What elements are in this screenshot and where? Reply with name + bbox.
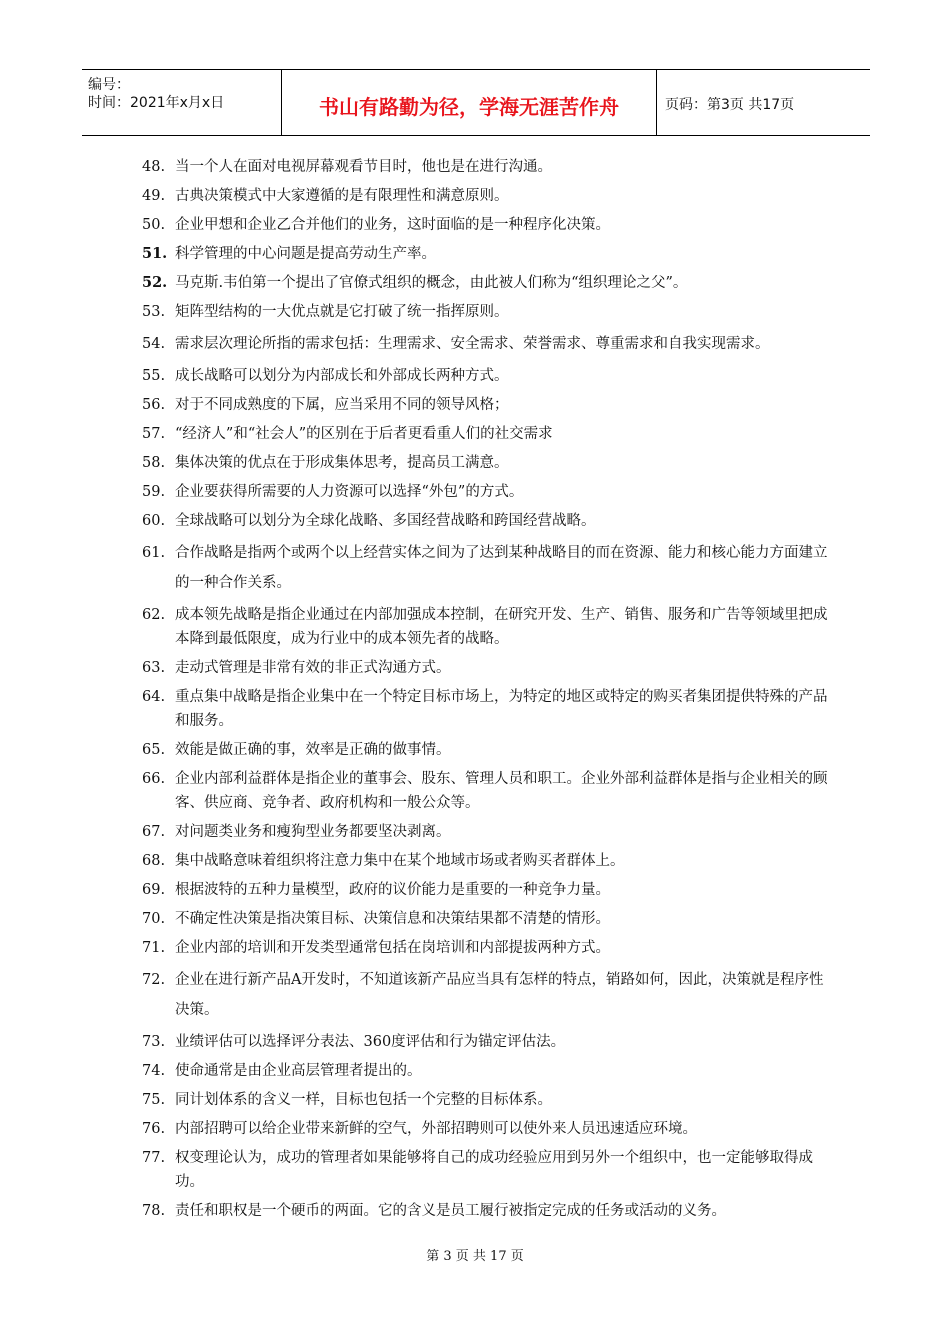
list-item: [142, 538, 832, 598]
item-text: 效能是做正确的事，效率是正确的做事情。: [175, 742, 451, 758]
list-item: [142, 849, 832, 873]
item-number: 75.: [142, 1092, 166, 1108]
item-text: 对于不同成熟度的下属，应当采用不同的领导风格；: [175, 397, 509, 413]
list-item: [142, 1199, 832, 1223]
list-item: [142, 1059, 832, 1083]
item-text: 企业甲想和企业乙合并他们的业务，这时面临的是一种程序化决策。: [175, 217, 610, 233]
item-text: 科学管理的中心问题是提高劳动生产率。: [175, 246, 436, 262]
item-text: 根据波特的五种力量模型，政府的议价能力是重要的一种竞争力量。: [175, 882, 610, 898]
header-motto: 书山有路勤为径，学海无涯苦作舟: [282, 70, 657, 135]
list-item: [142, 509, 832, 533]
item-number: 64.: [142, 689, 166, 705]
list-item: [142, 451, 832, 475]
list-item: [142, 364, 832, 388]
item-number: 54.: [142, 336, 166, 352]
item-number: 49.: [142, 188, 166, 204]
item-number: 56.: [142, 397, 166, 413]
item-number: 63.: [142, 660, 166, 676]
list-item: [142, 1117, 832, 1141]
item-number: 67.: [142, 824, 166, 840]
item-number: 51.: [142, 245, 168, 262]
item-text: “经济人”和“社会人”的区别在于后者更看重人们的社交需求: [175, 426, 553, 442]
item-number: 68.: [142, 853, 166, 869]
item-number: 71.: [142, 940, 166, 956]
item-text: 业绩评估可以选择评分表法、360度评估和行为锚定评估法。: [175, 1034, 566, 1050]
item-number: 78.: [142, 1203, 166, 1219]
item-number: 60.: [142, 513, 166, 529]
question-list: [142, 155, 832, 1228]
item-text: 成长战略可以划分为内部成长和外部成长两种方式。: [175, 368, 509, 384]
list-item: [142, 1146, 832, 1194]
item-text: 全球战略可以划分为全球化战略、多国经营战略和跨国经营战略。: [175, 513, 596, 529]
item-number: 58.: [142, 455, 166, 471]
item-text: 使命通常是由企业高层管理者提出的。: [175, 1063, 422, 1079]
item-number: 70.: [142, 911, 166, 927]
item-number: 72.: [142, 972, 166, 988]
list-item: [142, 271, 832, 295]
list-item: [142, 878, 832, 902]
list-item: [142, 393, 832, 417]
item-text: 当一个人在面对电视屏幕观看节目时，他也是在进行沟通。: [175, 159, 552, 175]
list-item: [142, 300, 832, 324]
list-item: [142, 685, 832, 733]
item-text: 企业在进行新产品A开发时，不知道该新产品应当具有怎样的特点，销路如何，因此，决策就是程序性决策。: [175, 972, 824, 1018]
item-text: 责任和职权是一个硬币的两面。它的含义是员工履行被指定完成的任务或活动的义务。: [175, 1203, 726, 1219]
page-footer: 第 3 页 共 17 页: [426, 1249, 524, 1264]
item-text: 不确定性决策是指决策目标、决策信息和决策结果都不清楚的情形。: [175, 911, 610, 927]
item-text: 需求层次理论所指的需求包括：生理需求、安全需求、荣誉需求、尊重需求和自我实现需求。: [175, 336, 770, 352]
item-text: 重点集中战略是指企业集中在一个特定目标市场上，为特定的地区或特定的购买者集团提供特殊的产品和服务。: [175, 689, 828, 729]
list-item: [142, 242, 832, 266]
list-item: [142, 767, 832, 815]
item-number: 74.: [142, 1063, 166, 1079]
item-text: 内部招聘可以给企业带来新鲜的空气，外部招聘则可以使外来人员迅速适应环境。: [175, 1121, 697, 1137]
item-text: 企业内部利益群体是指企业的董事会、股东、管理人员和职工。企业外部利益群体是指与企业相关的顾客、供应商、竞争者、政府机构和一般公众等。: [175, 771, 828, 811]
item-number: 69.: [142, 882, 166, 898]
item-number: 48.: [142, 159, 166, 175]
item-text: 对问题类业务和瘦狗型业务都要坚决剥离。: [175, 824, 451, 840]
list-item: [142, 184, 832, 208]
item-number: 62.: [142, 607, 166, 623]
list-item: [142, 936, 832, 960]
list-item: [142, 213, 832, 237]
item-number: 59.: [142, 484, 166, 500]
item-text: 古典决策模式中大家遵循的是有限理性和满意原则。: [175, 188, 509, 204]
item-number: 55.: [142, 368, 166, 384]
list-item: [142, 820, 832, 844]
item-number: 66.: [142, 771, 166, 787]
item-number: 77.: [142, 1150, 166, 1166]
item-number: 57.: [142, 426, 166, 442]
item-text: 成本领先战略是指企业通过在内部加强成本控制，在研究开发、生产、销售、服务和广告等领域里把成本降到最低限度，成为行业中的成本领先者的战略。: [175, 607, 828, 647]
item-text: 马克斯.韦伯第一个提出了官僚式组织的概念，由此被人们称为“组织理论之父”。: [175, 275, 688, 291]
page-header: [82, 69, 870, 136]
list-item: [142, 422, 832, 446]
list-item: [142, 907, 832, 931]
list-item: [142, 965, 832, 1025]
list-item: [142, 603, 832, 651]
item-number: 50.: [142, 217, 166, 233]
list-item: [142, 155, 832, 179]
item-number: 65.: [142, 742, 166, 758]
header-time-label: 时间：2021年x月x日: [88, 95, 225, 111]
item-text: 集中战略意味着组织将注意力集中在某个地域市场或者购买者群体上。: [175, 853, 625, 869]
header-info-cell: [82, 70, 282, 135]
header-page-info: 页码：第3页 共17页: [665, 96, 795, 113]
list-item: [142, 656, 832, 680]
item-text: 企业要获得所需要的人力资源可以选择“外包”的方式。: [175, 484, 524, 500]
item-number: 73.: [142, 1034, 166, 1050]
header-number-label: 编号：: [88, 77, 130, 93]
item-text: 企业内部的培训和开发类型通常包括在岗培训和内部提拔两种方式。: [175, 940, 610, 956]
list-item: [142, 1088, 832, 1112]
item-number: 53.: [142, 304, 166, 320]
list-item: [142, 738, 832, 762]
item-text: 走动式管理是非常有效的非正式沟通方式。: [175, 660, 451, 676]
item-number: 52.: [142, 274, 168, 291]
list-item: [142, 1030, 832, 1054]
list-item: [142, 329, 832, 359]
item-text: 合作战略是指两个或两个以上经营实体之间为了达到某种战略目的而在资源、能力和核心能力方面建立的一种合作关系。: [175, 545, 828, 591]
item-text: 同计划体系的含义一样，目标也包括一个完整的目标体系。: [175, 1092, 552, 1108]
item-number: 76.: [142, 1121, 166, 1137]
item-text: 集体决策的优点在于形成集体思考，提高员工满意。: [175, 455, 509, 471]
list-item: [142, 480, 832, 504]
item-number: 61.: [142, 545, 166, 561]
item-text: 矩阵型结构的一大优点就是它打破了统一指挥原则。: [175, 304, 509, 320]
item-text: 权变理论认为，成功的管理者如果能够将自己的成功经验应用到另外一个组织中，也一定能够取得成功。: [175, 1150, 813, 1190]
